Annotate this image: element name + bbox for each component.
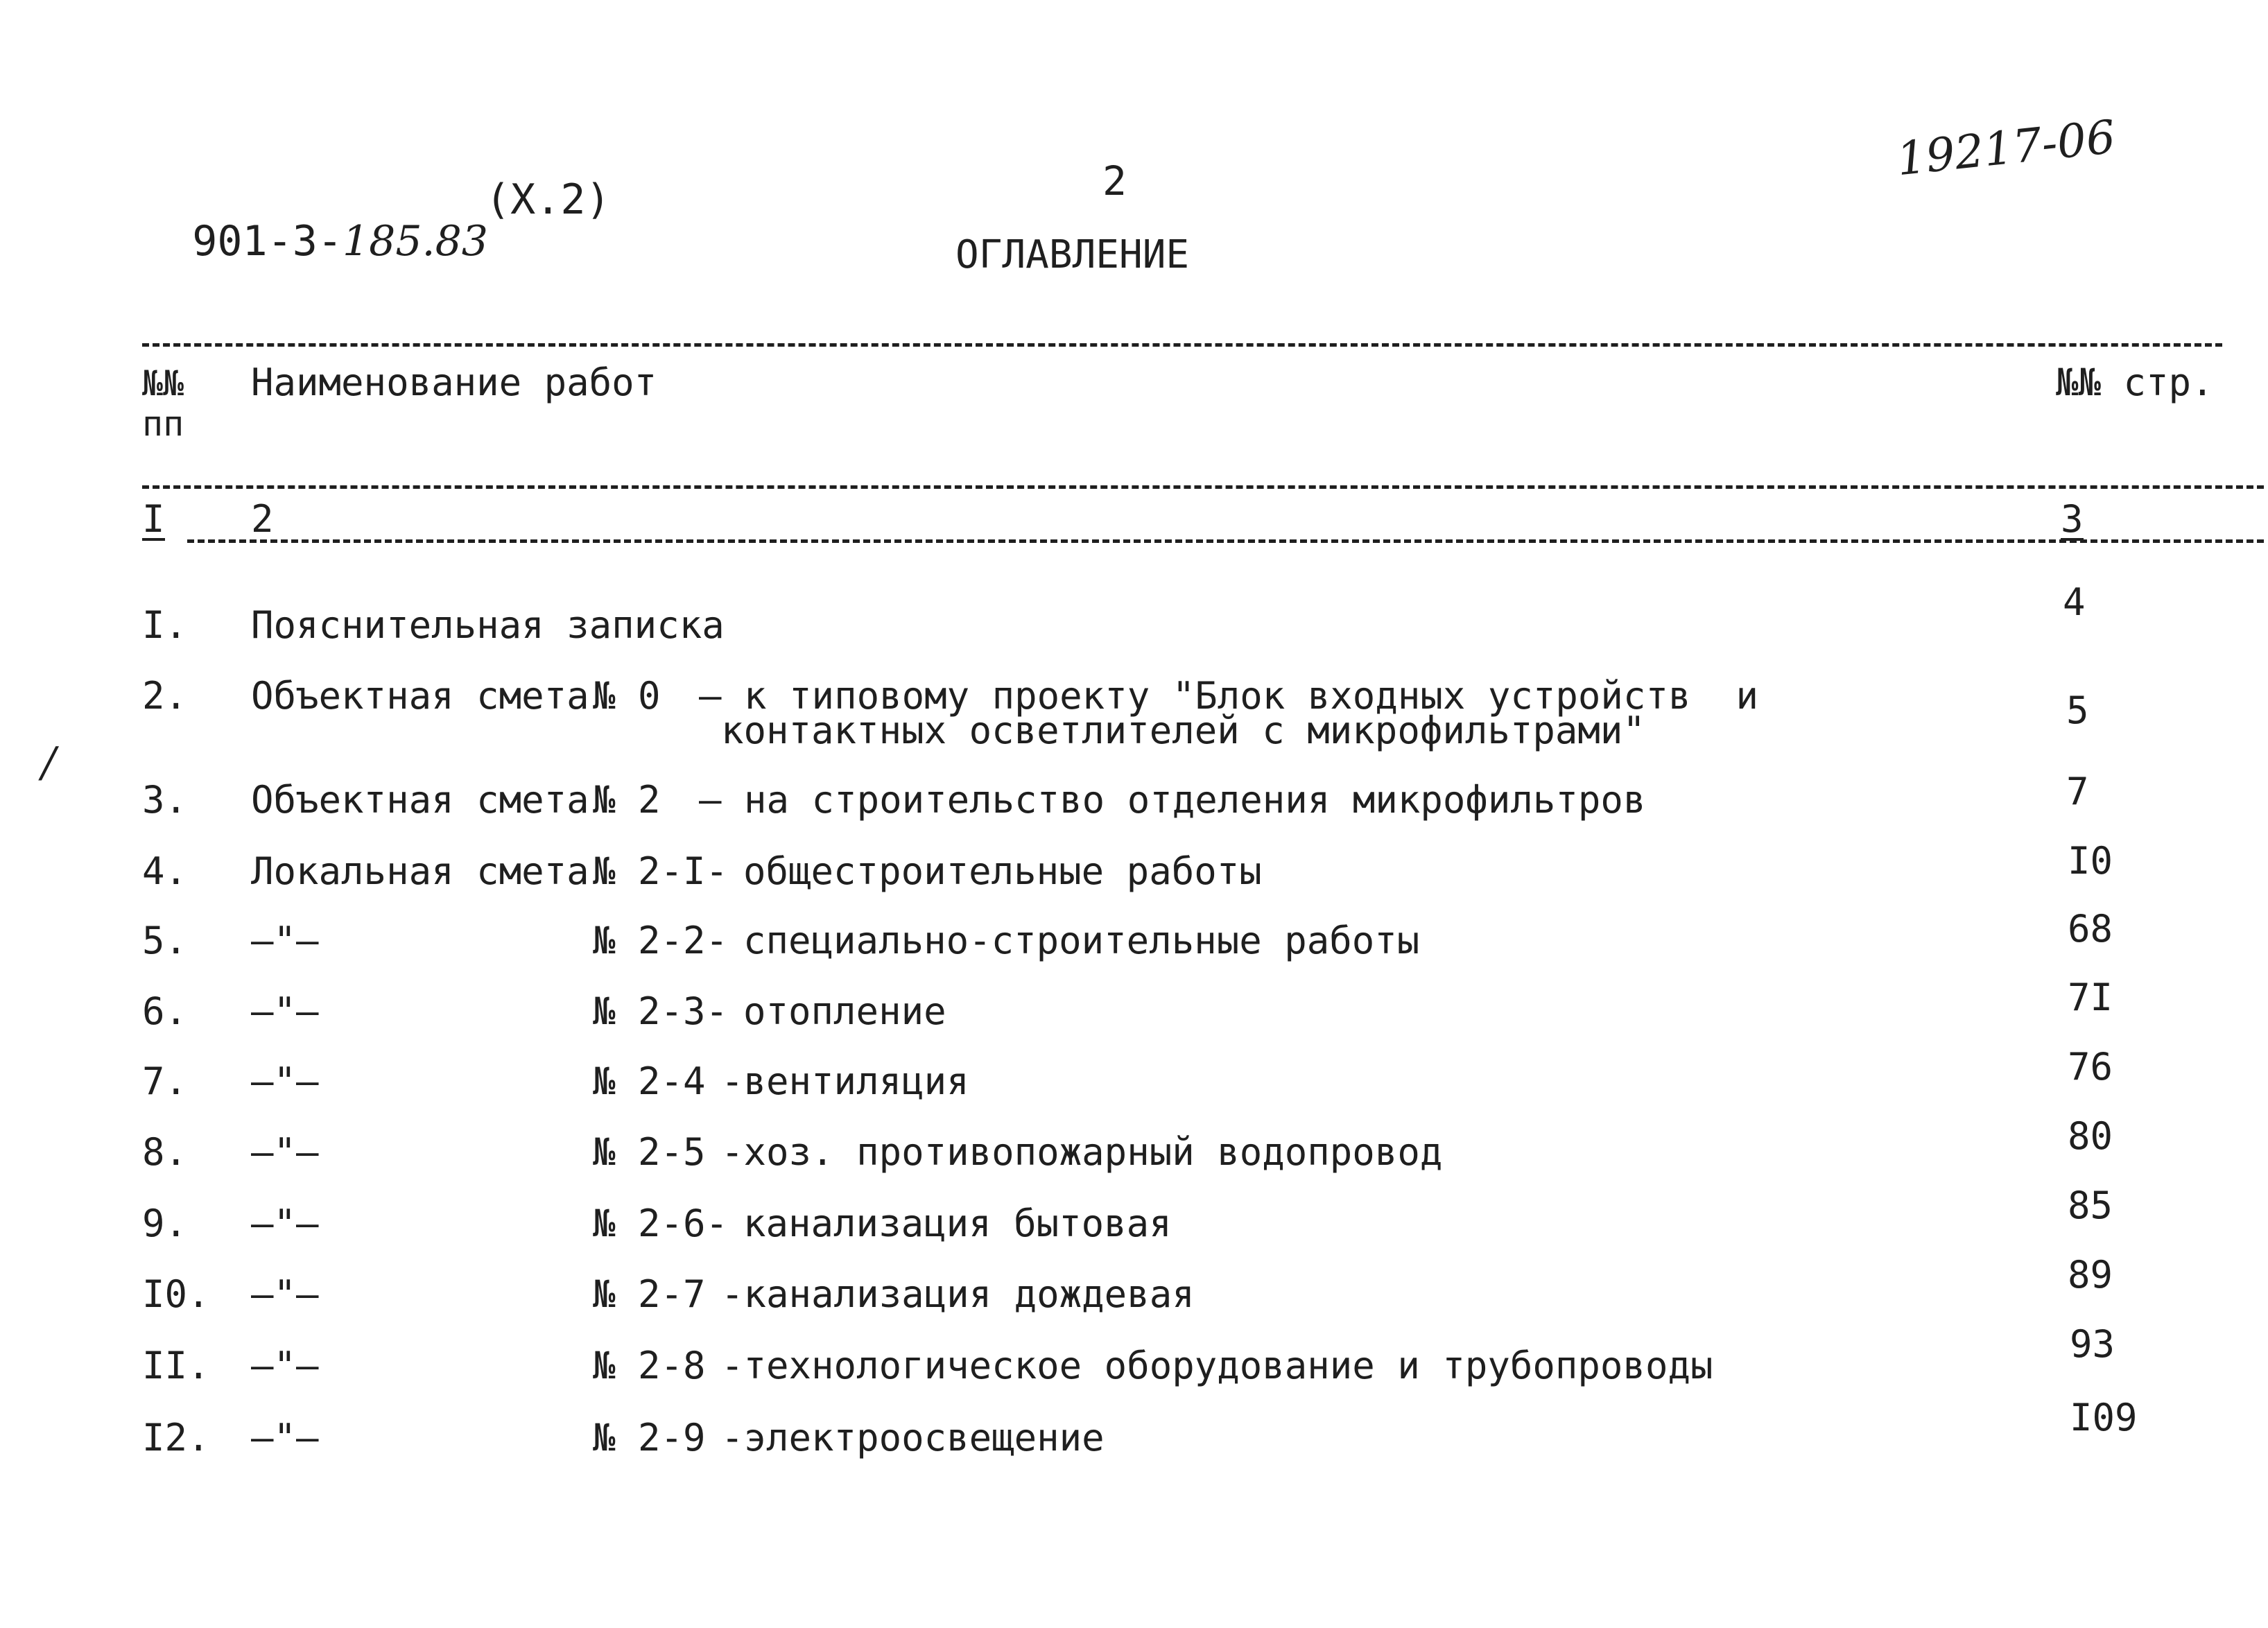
row-description: отопление	[743, 989, 946, 1033]
archive-number: 19217-06	[1894, 110, 2118, 187]
row-page: I09	[2070, 1396, 2138, 1439]
row-number: I0.	[142, 1272, 210, 1316]
row-code: № 2-8	[593, 1344, 706, 1387]
row-number: I.	[142, 603, 188, 647]
document-code-handwritten: 185.83	[343, 217, 488, 266]
margin-mark: /	[42, 738, 56, 787]
column-number-2: 2	[251, 497, 274, 541]
row-code: № 2-7	[593, 1272, 706, 1316]
row-page: 68	[2068, 907, 2113, 951]
row-page: 89	[2068, 1253, 2113, 1297]
column-header-name: Наименование работ	[251, 361, 657, 404]
row-description-continued: контактных осветлителей с микрофильтрами"	[721, 709, 1645, 752]
row-page: 7I	[2068, 976, 2113, 1019]
row-number: 7.	[142, 1059, 188, 1103]
row-number: 3.	[142, 778, 188, 822]
row-description: общестроительные работы	[743, 849, 1262, 893]
row-name: –"–	[251, 1130, 319, 1174]
row-code: № 2-2-	[593, 919, 729, 962]
row-number: 6.	[142, 989, 188, 1033]
row-description: -канализация дождевая	[721, 1272, 1195, 1316]
column-header-num-line1: №№	[142, 363, 184, 404]
row-number: 8.	[142, 1130, 188, 1174]
column-header-num-line2: пп	[142, 403, 184, 444]
row-page: 5	[2066, 689, 2089, 732]
page-title: ОГЛАВЛЕНИЕ	[955, 232, 1190, 277]
page-number: 2	[1102, 157, 1127, 205]
row-name: Объектная смета	[251, 674, 589, 718]
row-number: 4.	[142, 849, 188, 893]
row-page: 80	[2068, 1114, 2113, 1158]
section-label: (X.2)	[485, 175, 611, 224]
document-code-prefix: 901-3-	[192, 217, 343, 266]
row-code: № 0	[593, 674, 661, 718]
row-number: 9.	[142, 1202, 188, 1245]
row-code: № 2-4	[593, 1059, 706, 1103]
row-page: 7	[2066, 770, 2089, 813]
row-number: I2.	[142, 1416, 210, 1460]
row-name: –"–	[251, 1059, 319, 1103]
document-code	[142, 179, 488, 266]
row-code: № 2-6-	[593, 1202, 729, 1245]
row-code: № 2-5	[593, 1130, 706, 1174]
row-name: Объектная смета	[251, 778, 589, 822]
column-number-3: 3	[2061, 497, 2084, 541]
row-name: –"–	[251, 919, 319, 962]
row-name: –"–	[251, 1416, 319, 1460]
row-description: канализация бытовая	[743, 1202, 1172, 1245]
row-number: 2.	[142, 674, 188, 718]
table-numbering-rule	[187, 539, 2264, 543]
row-description: -электроосвещение	[721, 1416, 1105, 1460]
row-page: 85	[2068, 1184, 2113, 1227]
row-page: I0	[2068, 839, 2113, 883]
column-header-num	[142, 364, 184, 444]
row-number: 5.	[142, 919, 188, 962]
row-description: специально-строительные работы	[743, 919, 1420, 962]
row-description: -вентиляция	[721, 1059, 969, 1103]
row-number: II.	[142, 1344, 210, 1387]
row-code: № 2	[593, 778, 661, 822]
row-code: № 2-I-	[593, 849, 729, 893]
row-code: № 2-3-	[593, 989, 729, 1033]
row-name: –"–	[251, 989, 319, 1033]
row-description: – к типовому проекту "Блок входных устройств и	[699, 674, 1759, 718]
row-name: –"–	[251, 1202, 319, 1245]
row-code: № 2-9	[593, 1416, 706, 1460]
column-header-page: №№ стр.	[2056, 361, 2214, 404]
row-name: –"–	[251, 1344, 319, 1387]
row-description: – на строительство отделения микрофильтров	[699, 778, 1646, 822]
row-page: 76	[2068, 1045, 2113, 1089]
column-number-1: I	[142, 497, 165, 541]
row-name: Пояснительная записка	[251, 603, 725, 647]
row-description: -технологическое оборудование и трубопроводы	[721, 1344, 1713, 1387]
table-header-rule	[142, 485, 2264, 489]
row-name: –"–	[251, 1272, 319, 1316]
row-page: 93	[2070, 1322, 2115, 1366]
table-top-rule	[142, 343, 2222, 347]
row-page: 4	[2063, 580, 2086, 624]
row-description: -хоз. противопожарный водопровод	[721, 1130, 1443, 1174]
row-name: Локальная смета	[251, 849, 589, 893]
